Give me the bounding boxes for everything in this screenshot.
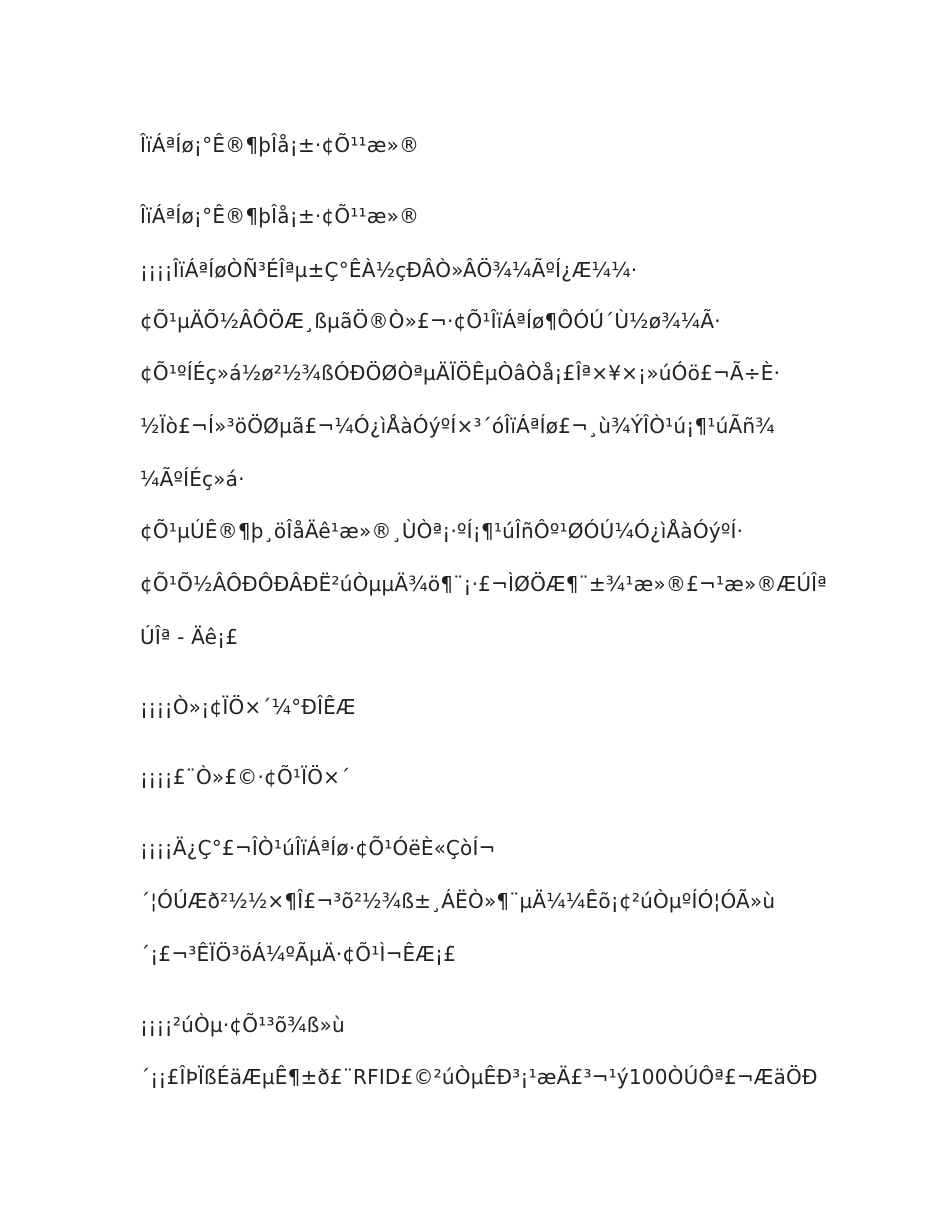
- paragraph-line: ¡¡¡¡ÎïÁªÍøÒÑ³ÉÎªµ±Ç°ÊÀ½çÐÂÒ»ÂÖ¾¼ÃºÍ¿Æ¼¼·: [140, 258, 638, 282]
- paragraph-line: ½Ïò£¬Í»³öÖØµã£¬¼Ó¿ìÅàÓýºÍ×³´óÎïÁªÍø£¬¸ù¾ÝÎÒ¹ú¡¶¹úÃñ¾: [140, 414, 775, 438]
- subsection-heading: ¡¡¡¡£¨Ò»£©·¢Õ¹ÏÖ×´: [140, 765, 351, 789]
- paragraph-line: ¡¡¡¡Ä¿Ç°£¬ÎÒ¹úÎïÁªÍø·¢Õ¹ÓëÈ«ÇòÍ¬: [140, 836, 496, 860]
- paragraph-line: ¢Õ¹Õ½ÂÔÐÔÐÂÐË²úÒµµÄ¾ö¶¨¡·£¬ÌØÖÆ¶¨±¾¹æ»®£¬¹æ»®ÆÚÎª: [140, 572, 827, 596]
- paragraph-line: ¢Õ¹µÄÕ½ÂÔÖÆ¸ßµãÖ®Ò»£¬·¢Õ¹ÎïÁªÍø¶ÔÓÚ´Ù½ø¾¼Ã·: [140, 309, 721, 333]
- paragraph-line: ¡¡¡¡²úÒµ·¢Õ¹³õ¾ß»ù: [140, 1013, 345, 1037]
- document-title: ÎïÁªÍø¡°Ê®¶þÎå¡±·¢Õ¹¹æ»®: [140, 133, 420, 157]
- paragraph-line: ¢Õ¹ºÍÉç»á½ø²½¾ßÓÐÖØÒªµÄÏÖÊµÒâÒå¡£Îª×¥×¡»úÓö£¬Ã÷È·: [140, 361, 781, 385]
- paragraph-line: ´¡£¬³ÊÏÖ³öÁ¼ºÃµÄ·¢Õ¹Ì¬ÊÆ¡£: [140, 942, 457, 966]
- document-heading: ÎïÁªÍø¡°Ê®¶þÎå¡±·¢Õ¹¹æ»®: [140, 204, 420, 228]
- paragraph-line: ´¡¡£ÎÞÏßÉäÆµÊ¶±ð£¨RFID£©²úÒµÊÐ³¡¹æÄ£³¬¹ý100ÒÚÔª£¬ÆäÖÐ: [140, 1065, 818, 1089]
- paragraph-line: ¢Õ¹µÚÊ®¶þ¸öÎåÄê¹æ»®¸ÙÒª¡·ºÍ¡¶¹úÎñÔº¹ØÓÚ¼Ó¿ìÅàÓýºÍ·: [140, 519, 744, 543]
- paragraph-line: ´¦ÓÚÆð²½½×¶Î£¬³õ²½¾ß±¸ÁËÒ»¶¨µÄ¼¼Êõ¡¢²úÒµºÍÓ¦ÓÃ»ù: [140, 889, 776, 913]
- paragraph-line: ¼ÃºÍÉç»á·: [140, 467, 245, 491]
- section-heading: ¡¡¡¡Ò»¡¢ÏÖ×´¼°ÐÎÊÆ: [140, 695, 356, 719]
- paragraph-line: ÚÎª - Äê¡£: [140, 625, 239, 649]
